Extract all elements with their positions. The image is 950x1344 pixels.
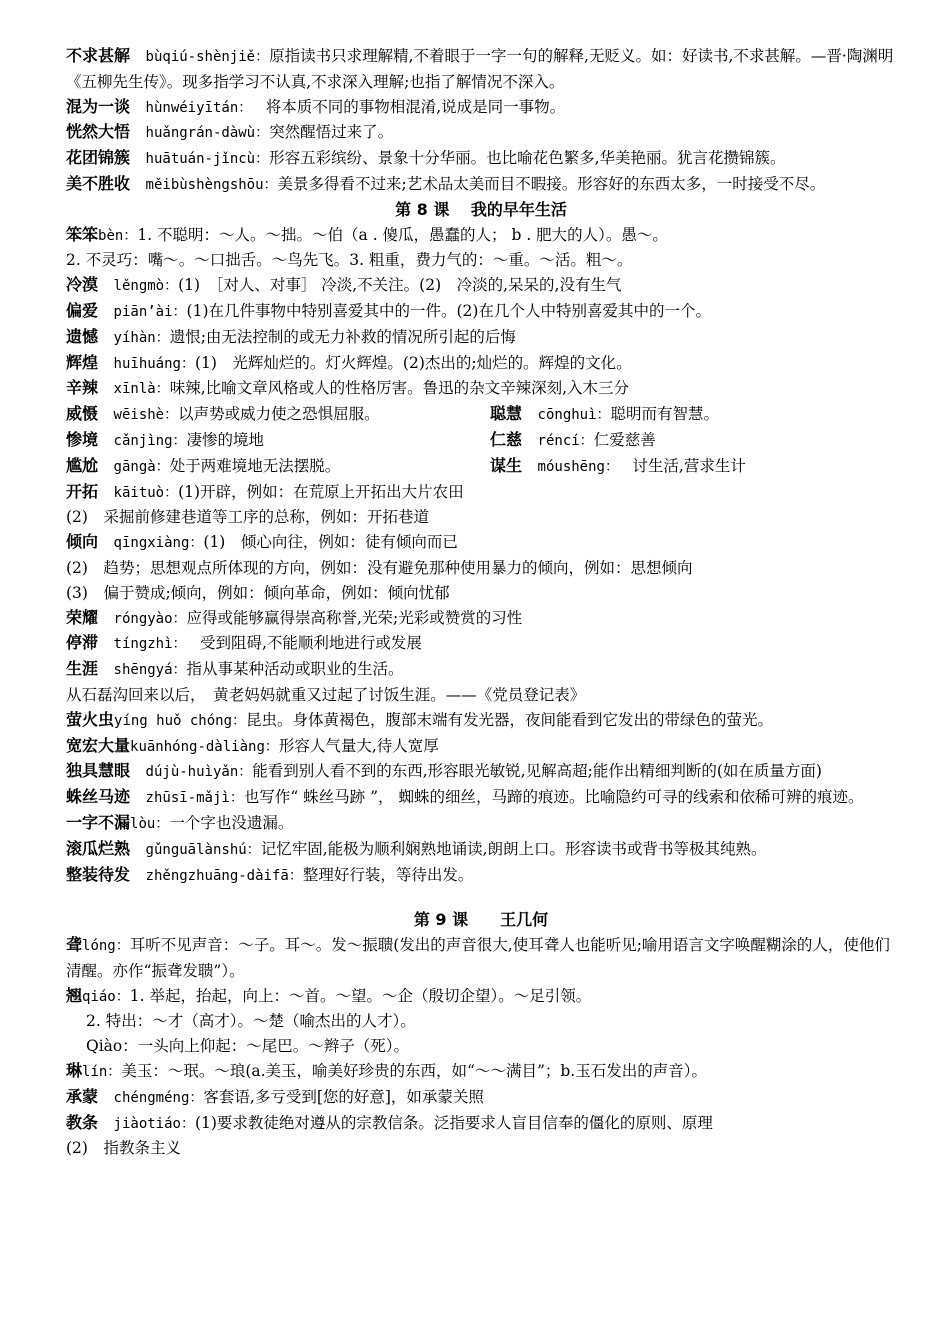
entry-benben xyxy=(66,223,896,249)
headword: 生涯 xyxy=(66,659,99,679)
entry-gungualanshu xyxy=(66,837,896,863)
headword: 翘 xyxy=(66,985,83,1005)
entry-mousheng xyxy=(490,454,746,480)
pinyin: huātuán-jǐncù： xyxy=(145,151,270,168)
entry-huihuang xyxy=(66,351,896,377)
definition: (1) 光辉灿烂的。灯火辉煌。(2)杰出的;灿烂的。辉煌的文化。 xyxy=(194,353,632,372)
headword: 花团锦簇 xyxy=(66,148,131,168)
headword: 仁慈 xyxy=(490,429,523,449)
headword: 倾向 xyxy=(66,532,99,552)
lesson-8-title: 第 8 课 我的早年生活 xyxy=(395,199,567,219)
headword: 辉煌 xyxy=(66,352,99,372)
headword: 聪慧 xyxy=(490,404,523,424)
example-sentence: 从石磊沟回来以后， 黄老妈妈就重又过起了讨饭生涯。——《党员登记表》 xyxy=(66,685,586,704)
definition-continued: (2) 指教条主义 xyxy=(66,1139,181,1158)
entry-lengmo xyxy=(66,273,896,299)
entry-canjing xyxy=(66,428,896,454)
entry-kuanhongdaliang xyxy=(66,734,896,760)
headword: 蛛丝马迹 xyxy=(66,787,131,807)
entry-conghui xyxy=(490,402,719,428)
section-gap xyxy=(66,888,896,908)
definition: 应得或能够赢得崇高称誉,光荣;光彩或赞赏的习性 xyxy=(186,608,523,627)
definition-continued: (2) 趋势；思想观点所体现的方向，例如：没有避免那种使用暴力的倾向，例如：思想倾向 xyxy=(66,558,693,577)
definition: 也写作“ 蛛丝马跡 ”， 蜘蛛的细丝，马蹄的痕迹。比喻隐约可寻的线索和依稀可辨的痕迹。 xyxy=(243,788,864,807)
definition: 1. 不聪明：～人。～拙。～伯（a . 傻瓜，愚蠢的人； b . 肥大的人）。愚～。 xyxy=(137,225,668,244)
pinyin: cǎnjìng： xyxy=(113,432,187,449)
pinyin: chéngméng： xyxy=(113,1089,204,1106)
definition: 以声势或威力使之恐惧屈服。 xyxy=(178,405,380,424)
pinyin: xīnlà： xyxy=(113,381,170,398)
headword: 美不胜收 xyxy=(66,173,131,193)
headword: 尴尬 xyxy=(66,455,99,475)
definition: (1)在几件事物中特别喜爱其中的一件。(2)在几个人中特别喜爱其中的一个。 xyxy=(186,301,711,320)
entry-jiaotiao xyxy=(66,1111,896,1137)
two-column-row xyxy=(66,402,896,428)
definition-continued: Qiào：一头向上仰起：～尾巴。～辫子（死）。 xyxy=(86,1037,409,1056)
two-column-row xyxy=(66,428,896,454)
definition: 味辣,比喻文章风格或人的性格厉害。鲁迅的杂文辛辣深刻,入木三分 xyxy=(169,379,630,398)
pinyin: dújù-huìyǎn： xyxy=(145,764,253,781)
definition: 受到阻碍,不能顺利地进行或发展 xyxy=(199,634,422,653)
headword: 威慑 xyxy=(66,404,99,424)
entry-kaituo xyxy=(66,480,896,506)
definition: 仁爱慈善 xyxy=(593,430,656,449)
lesson-9-title: 第 9 课 王几何 xyxy=(413,910,549,930)
pinyin: lóng： xyxy=(82,938,130,955)
pinyin: lín： xyxy=(82,1064,122,1081)
headword: 惨境 xyxy=(66,429,99,449)
pinyin: kuānhóng-dàliàng： xyxy=(130,738,279,755)
definition: 处于两难境地无法摆脱。 xyxy=(169,456,341,475)
document-page xyxy=(66,44,896,1161)
definition-continued: (3) 偏于赞成;倾向，例如：倾向革命，例如：倾向忧郁 xyxy=(66,583,450,602)
headword: 整装待发 xyxy=(66,864,131,884)
definition: 突然醒悟过来了。 xyxy=(269,123,394,142)
headword: 遗憾 xyxy=(66,326,99,346)
definition: 整理好行装，等待出发。 xyxy=(302,865,474,884)
entry-huangrandawu xyxy=(66,120,896,146)
pinyin: huīhuáng： xyxy=(113,355,195,372)
entry-dujuhuiyan xyxy=(66,759,896,785)
entry-qingxiang xyxy=(66,530,896,556)
entry-long xyxy=(66,933,896,984)
pinyin: qīngxiàng： xyxy=(113,535,204,552)
headword: 开拓 xyxy=(66,481,99,501)
definition: 耳听不见声音：～子。耳～。发～振聩(发出的声音很大,使耳聋人也能听见;喻用语言文字唤醒糊涂的人，使他们清醒。亦作“振聋发聩”）。 xyxy=(66,936,890,980)
entry-huatuanjincu xyxy=(66,146,896,172)
pinyin: shēngyá： xyxy=(113,662,187,679)
pinyin: huǎngrán-dàwù： xyxy=(145,125,270,142)
definition: 1. 举起，抬起，向上：～首。～望。～企（殷切企望）。～足引领。 xyxy=(129,986,592,1005)
headword: 萤火虫 xyxy=(66,709,115,729)
pinyin: kāituò： xyxy=(113,484,179,501)
headword: 不求甚解 xyxy=(66,46,131,65)
definition: 一个字也没遗漏。 xyxy=(169,813,294,832)
headword: 琳 xyxy=(66,1061,83,1081)
headword: 偏爱 xyxy=(66,300,99,320)
definition: 昆虫。身体黄褐色，腹部末端有发光器，夜间能看到它发出的带绿色的萤光。 xyxy=(246,710,774,729)
definition: 聪明而有智慧。 xyxy=(610,405,720,424)
definition: 将本质不同的事物相混淆,说成是同一事物。 xyxy=(265,97,566,116)
entry-buqiushenjie xyxy=(66,44,896,95)
entry-ganga xyxy=(66,454,896,480)
entry-xinla xyxy=(66,376,896,402)
pinyin: piān’ài： xyxy=(113,303,187,320)
headword: 恍然大悟 xyxy=(66,122,131,142)
definition: 原指读书只求理解精,不着眼于一字一句的解释,无贬义。如：好读书,不求甚解。—晋·陶渊明《五柳先生传》。现多指学习不认真,不求深入理解;也指了解情况不深入。 xyxy=(66,47,894,91)
definition-continued: 2. 特出：～才（高才）。～楚（喻杰出的人才）。 xyxy=(86,1012,416,1031)
headword: 辛辣 xyxy=(66,378,99,398)
headword: 教条 xyxy=(66,1112,99,1132)
headword: 谋生 xyxy=(490,455,523,475)
pinyin: zhěngzhuāng-dàifā： xyxy=(145,867,303,884)
pinyin: qiáo： xyxy=(82,988,130,1005)
definition: 指从事某种活动或职业的生活。 xyxy=(186,660,404,679)
entry-tingzhi xyxy=(66,631,896,657)
pinyin: cōnghuì： xyxy=(537,407,611,424)
pinyin: gāngà： xyxy=(113,458,170,475)
entry-yizibulou xyxy=(66,811,896,837)
pinyin: tíngzhì： xyxy=(113,636,180,653)
entry-chengmeng xyxy=(66,1085,896,1111)
entry-zhengzhuangdaifa xyxy=(66,863,896,889)
definition: 记忆牢固,能极为顺利娴熟地诵读,朗朗上口。形容读书或背书等极其纯熟。 xyxy=(260,839,767,858)
headword: 混为一谈 xyxy=(66,96,131,116)
entry-shengya xyxy=(66,657,896,683)
headword: 停滞 xyxy=(66,633,99,653)
entry-yihan xyxy=(66,325,896,351)
definition-continued: (2) 采掘前修建巷道等工序的总称，例如：开拓巷道 xyxy=(66,508,429,527)
pinyin: móushēng： xyxy=(537,458,612,475)
entry-weishe xyxy=(66,402,896,428)
definition: 美景多得看不过来;艺术品太美而目不暇接。形容好的东西太多，一时接受不尽。 xyxy=(277,174,826,193)
definition: 讨生活,营求生计 xyxy=(632,456,746,475)
definition: (1)要求教徒绝对遵从的宗教信条。泛指要求人盲目信奉的僵化的原则、原理 xyxy=(194,1113,713,1132)
definition: 凄惨的境地 xyxy=(186,430,265,449)
entry-qiao xyxy=(66,984,896,1010)
entry-yinghuochong xyxy=(66,708,896,734)
headword: 独具慧眼 xyxy=(66,761,131,781)
headword: 冷漠 xyxy=(66,275,99,295)
definition: (1) ［对人、对事］ 冷淡,不关注。(2) 冷淡的,呆呆的,没有生气 xyxy=(178,276,622,295)
entry-lin xyxy=(66,1059,896,1085)
pinyin: měibùshèngshōu： xyxy=(145,176,278,193)
entry-meibushengshou xyxy=(66,172,896,198)
pinyin: bùqiú-shènjiě： xyxy=(145,49,270,65)
entry-rongyao xyxy=(66,606,896,632)
definition: (1) 倾心向往，例如：徒有倾向而已 xyxy=(203,533,458,552)
headword: 宽宏大量 xyxy=(66,735,131,755)
pinyin: lěngmò： xyxy=(113,278,179,295)
headword: 聋 xyxy=(66,935,83,955)
definition-continued: 2. 不灵巧：嘴～。～口拙舌。～鸟先飞。3. 粗重，费力气的：～重。～活。粗～。 xyxy=(66,251,633,270)
pinyin: róngyào： xyxy=(113,610,187,627)
headword: 承蒙 xyxy=(66,1086,99,1106)
pinyin: réncí： xyxy=(537,432,594,449)
pinyin: wēishè： xyxy=(113,407,179,424)
headword: 笨笨 xyxy=(66,224,99,244)
pinyin: jiàotiáo： xyxy=(113,1115,195,1132)
pinyin: yíhàn： xyxy=(113,329,170,346)
definition: 客套语,多亏受到[您的好意]，如承蒙关照 xyxy=(203,1087,484,1106)
pinyin: lòu： xyxy=(130,815,170,832)
pinyin: bèn： xyxy=(98,227,138,244)
headword: 荣耀 xyxy=(66,607,99,627)
definition: (1)开辟，例如：在荒原上开拓出大片农田 xyxy=(178,482,464,501)
headword: 滚瓜烂熟 xyxy=(66,838,131,858)
definition: 美玉：～珉。～琅(a.美玉，喻美好珍贵的东西，如“～～满目”；b.玉石发出的声音）。 xyxy=(121,1062,707,1081)
entry-zhusimaji xyxy=(66,785,896,811)
pinyin: yíng huǒ chóng： xyxy=(114,712,247,729)
pinyin: hùnwéiyītán： xyxy=(145,99,246,116)
pinyin: zhūsī-mǎjì： xyxy=(145,790,244,807)
definition: 遗恨;由无法控制的或无力补救的情况所引起的后悔 xyxy=(169,327,516,346)
two-column-row xyxy=(66,454,896,480)
definition: 形容人气量大,待人宽厚 xyxy=(278,736,439,755)
entry-pianai xyxy=(66,299,896,325)
entry-hunweiyitan xyxy=(66,95,896,121)
definition: 能看到别人看不到的东西,形容眼光敏锐,见解高超;能作出精细判断的(如在质量方面) xyxy=(252,762,822,781)
headword: 一字不漏 xyxy=(66,812,131,832)
entry-renci xyxy=(490,428,656,454)
definition: 形容五彩缤纷、景象十分华丽。也比喻花色繁多,华美艳丽。犹言花攒锦簇。 xyxy=(269,149,786,168)
pinyin: gǔnguālànshú： xyxy=(145,841,261,858)
